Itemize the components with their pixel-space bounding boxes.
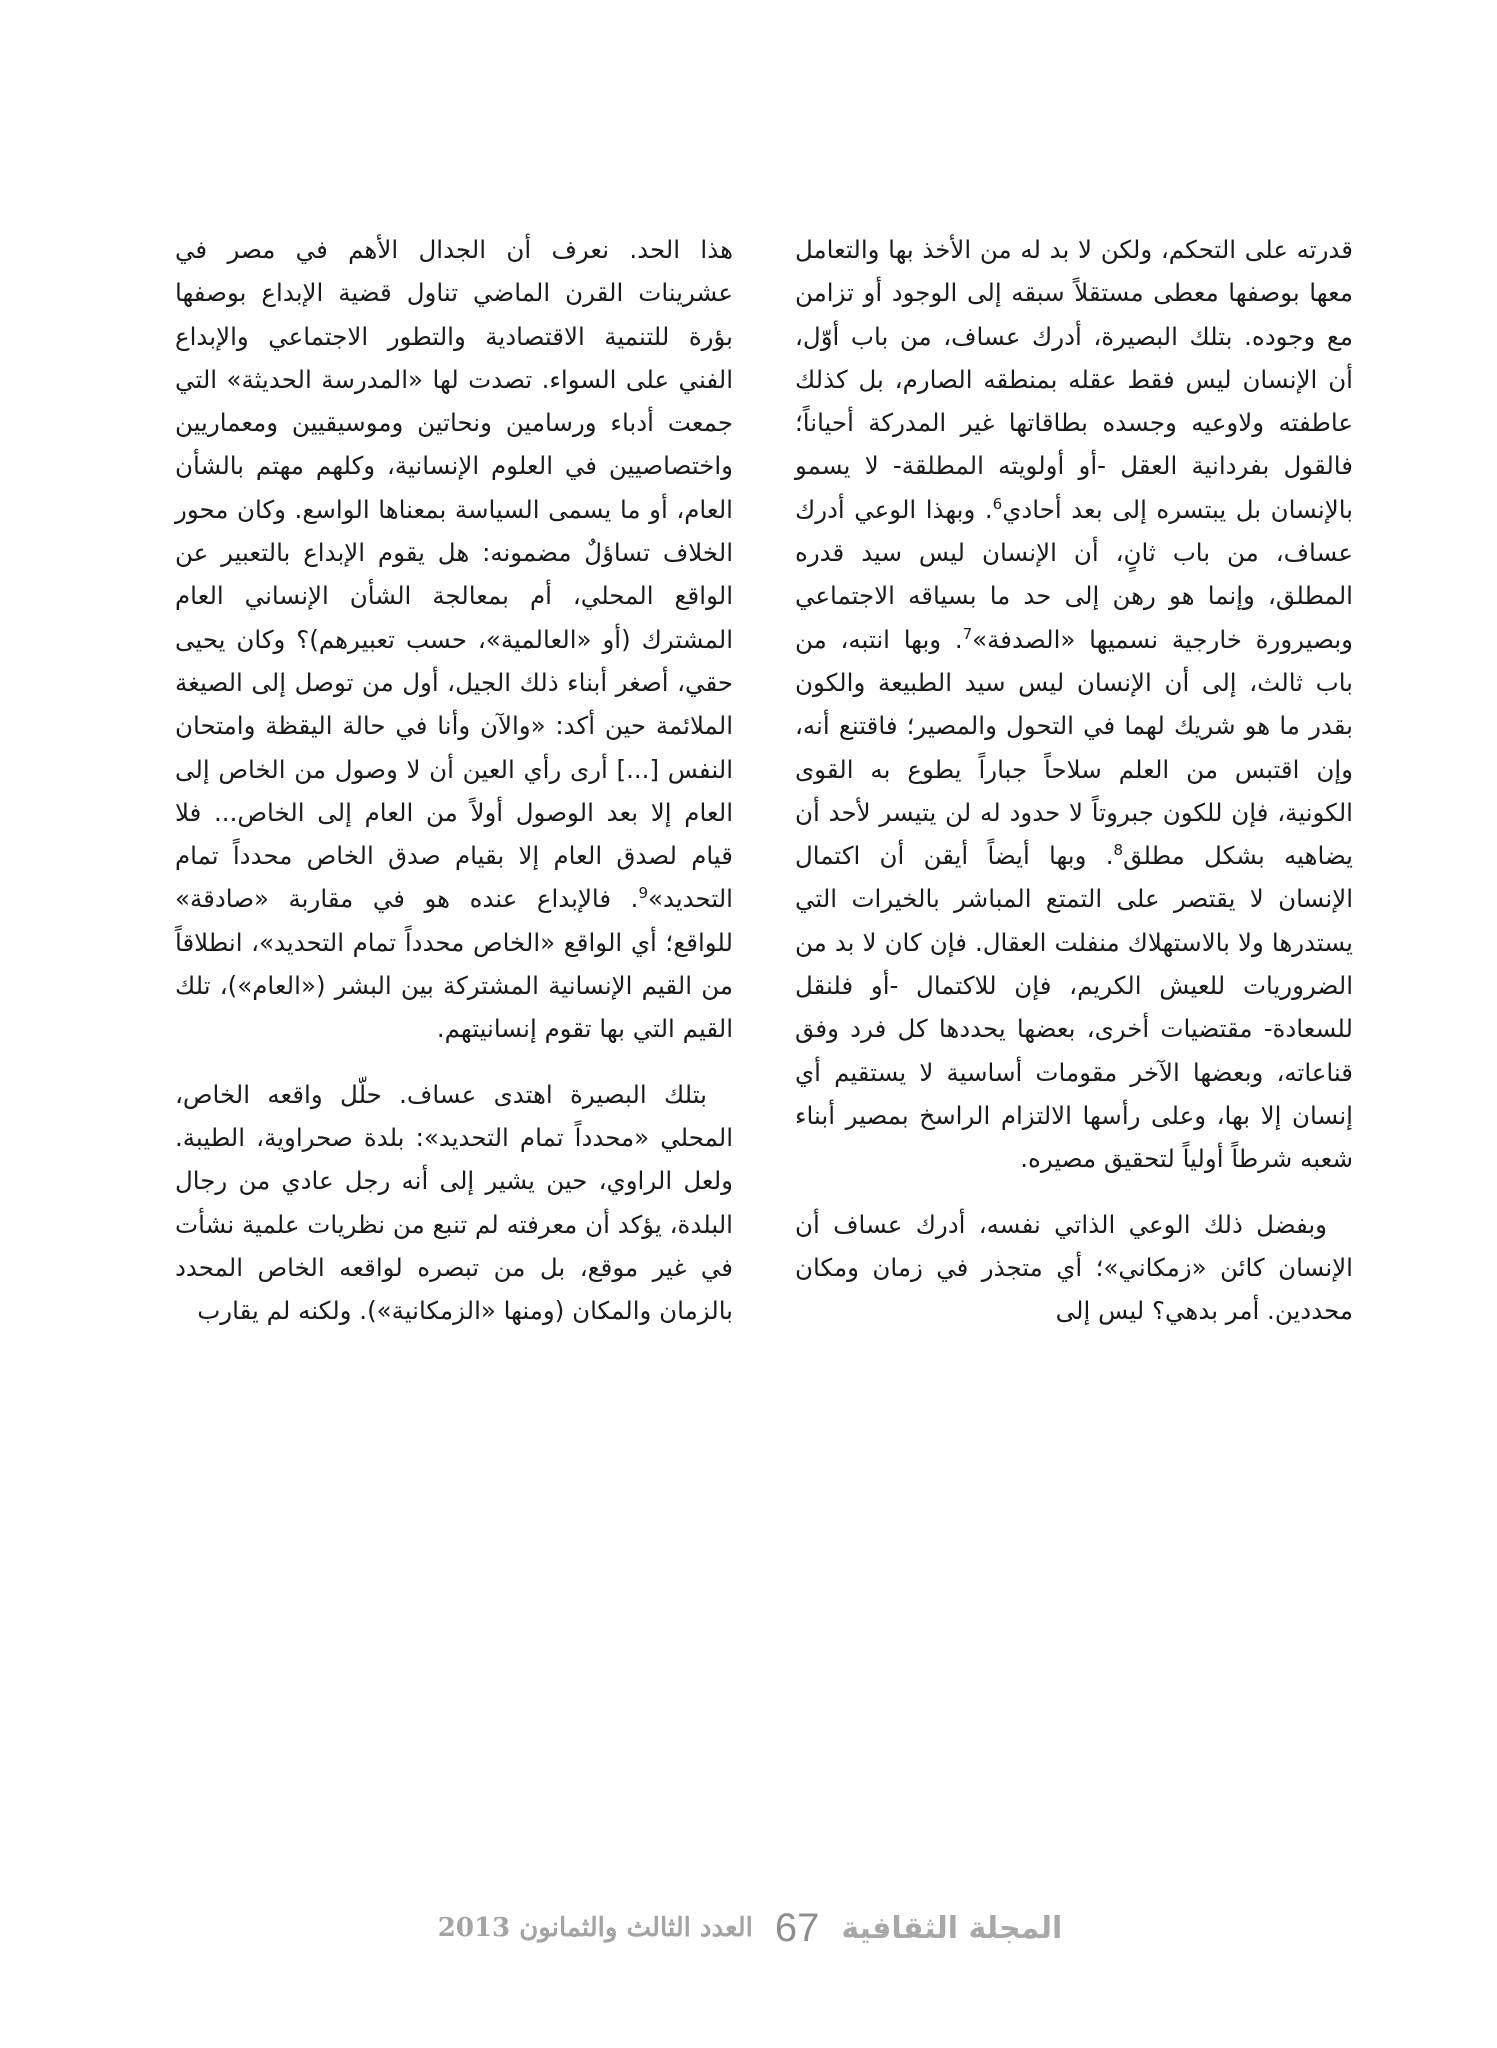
paragraph-text: . وبهذا الوعي أدرك عساف، من باب ثانٍ، أن الإنسان ليس سيد قدره المطلق، وإنما هو رهن إلى حد ما بسياقه الاجتماعي وبصيرورة خارجية نسميها «الصدفة» bbox=[795, 494, 1353, 654]
article-column-left bbox=[175, 228, 733, 1332]
paragraph-text: . وبها أيضاً أيقن أن اكتمال الإنسان لا يقتصر على التمتع المباشر بالخيرات التي يستدرها ولا بالاستهلاك منفلت العقال. فإن كان لا بد من الضروريات للعيش الكريم، فإن للاكتمال -أو فلنقل للسعادة- مقتضيات أخرى، بعضها يحددها كل فرد وفق قناعاته، وبعضها الآخر مقومات أساسية لا يستقيم أي إنسان إلا بها، وعلى رأسها الالتزام الراسخ بمصير أبناء شعبه شرطاً أولياً لتحقيق مصيره. bbox=[795, 841, 1353, 1174]
paragraph: وبفضل ذلك الوعي الذاتي نفسه، أدرك عساف أن الإنسان كائن «زمكاني»؛ أي متجذر في زمان ومكان محددين. أمر بدهي؟ ليس إلى bbox=[795, 1209, 1353, 1326]
paragraph: بتلك البصيرة اهتدى عساف. حلّل واقعه الخاص، المحلي «محدداً تمام التحديد»: بلدة صحراوية، الطيبة. ولعل الراوي، حين يشير إلى أنه رجل عادي من رجال البلدة، يؤكد أن معرفته لم تنبع من نظريات علمية نشأت في غير موقع، بل من تبصره لواقعه الخاص المحدد بالزمان والمكان (ومنها «الزمكانية»). ولكنه لم يقارب bbox=[175, 1079, 733, 1326]
magazine-title: المجلة الثقافية bbox=[841, 1910, 1063, 1946]
paragraph-text: . فالإبداع عنده هو في مقاربة «صادقة» للواقع؛ أي الواقع «الخاص محدداً تمام التحديد»، انطلاقاً من القيم الإنسانية المشتركة بين البشر («العام»)، تلك القيم التي بها تقوم إنسانيتهم. bbox=[175, 884, 733, 1044]
paragraph-text: هذا الحد. نعرف أن الجدال الأهم في مصر في عشرينات القرن الماضي تناول قضية الإبداع بوصفها بؤرة للتنمية الاقتصادية والتطور الاجتماعي والإبداع الفني على السواء. تصدت لها «المدرسة الحديثة» التي جمعت أدباء ورسامين ونحاتين وموسيقيين ومعماريين واختصاصيين في العلوم الإنسانية، وكلهم مهتم بالشأن العام، أو ما يسمى السياسة بمعناها الواسع. وكان محور الخلاف تساؤلٌ مضمونه: هل يقوم الإبداع بالتعبير عن الواقع المحلي، أم بمعالجة الشأن الإنساني العام المشترك (أو «العالمية»، حسب تعبيرهم)؟ وكان يحيى حقي، أصغر أبناء ذلك الجيل، أول من توصل إلى الصيغة الملائمة حين أكد: «والآن وأنا في حالة اليقظة وامتحان النفس [...] أرى رأي العين أن لا وصول من الخاص إلى العام إلا بعد الوصول أولاً من العام إلى الخاص... فلا قيام لصدق العام إلا بقيام صدق الخاص محدداً تمام التحديد» bbox=[175, 235, 733, 914]
footnote-ref[interactable]: 8 bbox=[1113, 841, 1124, 859]
article-column-right bbox=[795, 228, 1353, 1332]
paragraph bbox=[175, 228, 733, 1051]
issue-label: العدد الثالث والثمانون 2013 bbox=[437, 1913, 753, 1943]
paragraph-text: قدرته على التحكم، ولكن لا بد له من الأخذ بها والتعامل معها بوصفها معطى مستقلاً سبقه إلى الوجود أو تزامن مع وجوده. بتلك البصيرة، أدرك عساف، من باب أوّل، أن الإنسان ليس فقط عقله بمنطقه الصارم، بل كذلك عاطفته ولاوعيه وجسده بطاقاتها غير المدركة أحياناً؛ فالقول بفردانية العقل -أو أولويته المطلقة- لا يسمو بالإنسان بل يبتسره إلى بعد أحادي bbox=[795, 235, 1353, 524]
footnote-ref[interactable]: 6 bbox=[992, 494, 1003, 513]
paragraph bbox=[795, 228, 1353, 1181]
page-footer bbox=[430, 1903, 1070, 1953]
footnote-ref[interactable]: 7 bbox=[962, 624, 973, 643]
page-number: 67 bbox=[774, 1905, 820, 1950]
footnote-ref[interactable]: 9 bbox=[638, 884, 648, 903]
paragraph-text: . وبها انتبه، من باب ثالث، إلى أن الإنسان ليس سيد الطبيعة والكون بقدر ما هو شريك لهما في التحول والمصير؛ فاقتنع أنه، وإن اقتبس من العلم سلاحاً جباراً يطوع به القوى الكونية، فإن للكون جبروتاً لا حدود له لن يتيسر لأحد أن يضاهيه بشكل مطلق bbox=[795, 624, 1354, 871]
